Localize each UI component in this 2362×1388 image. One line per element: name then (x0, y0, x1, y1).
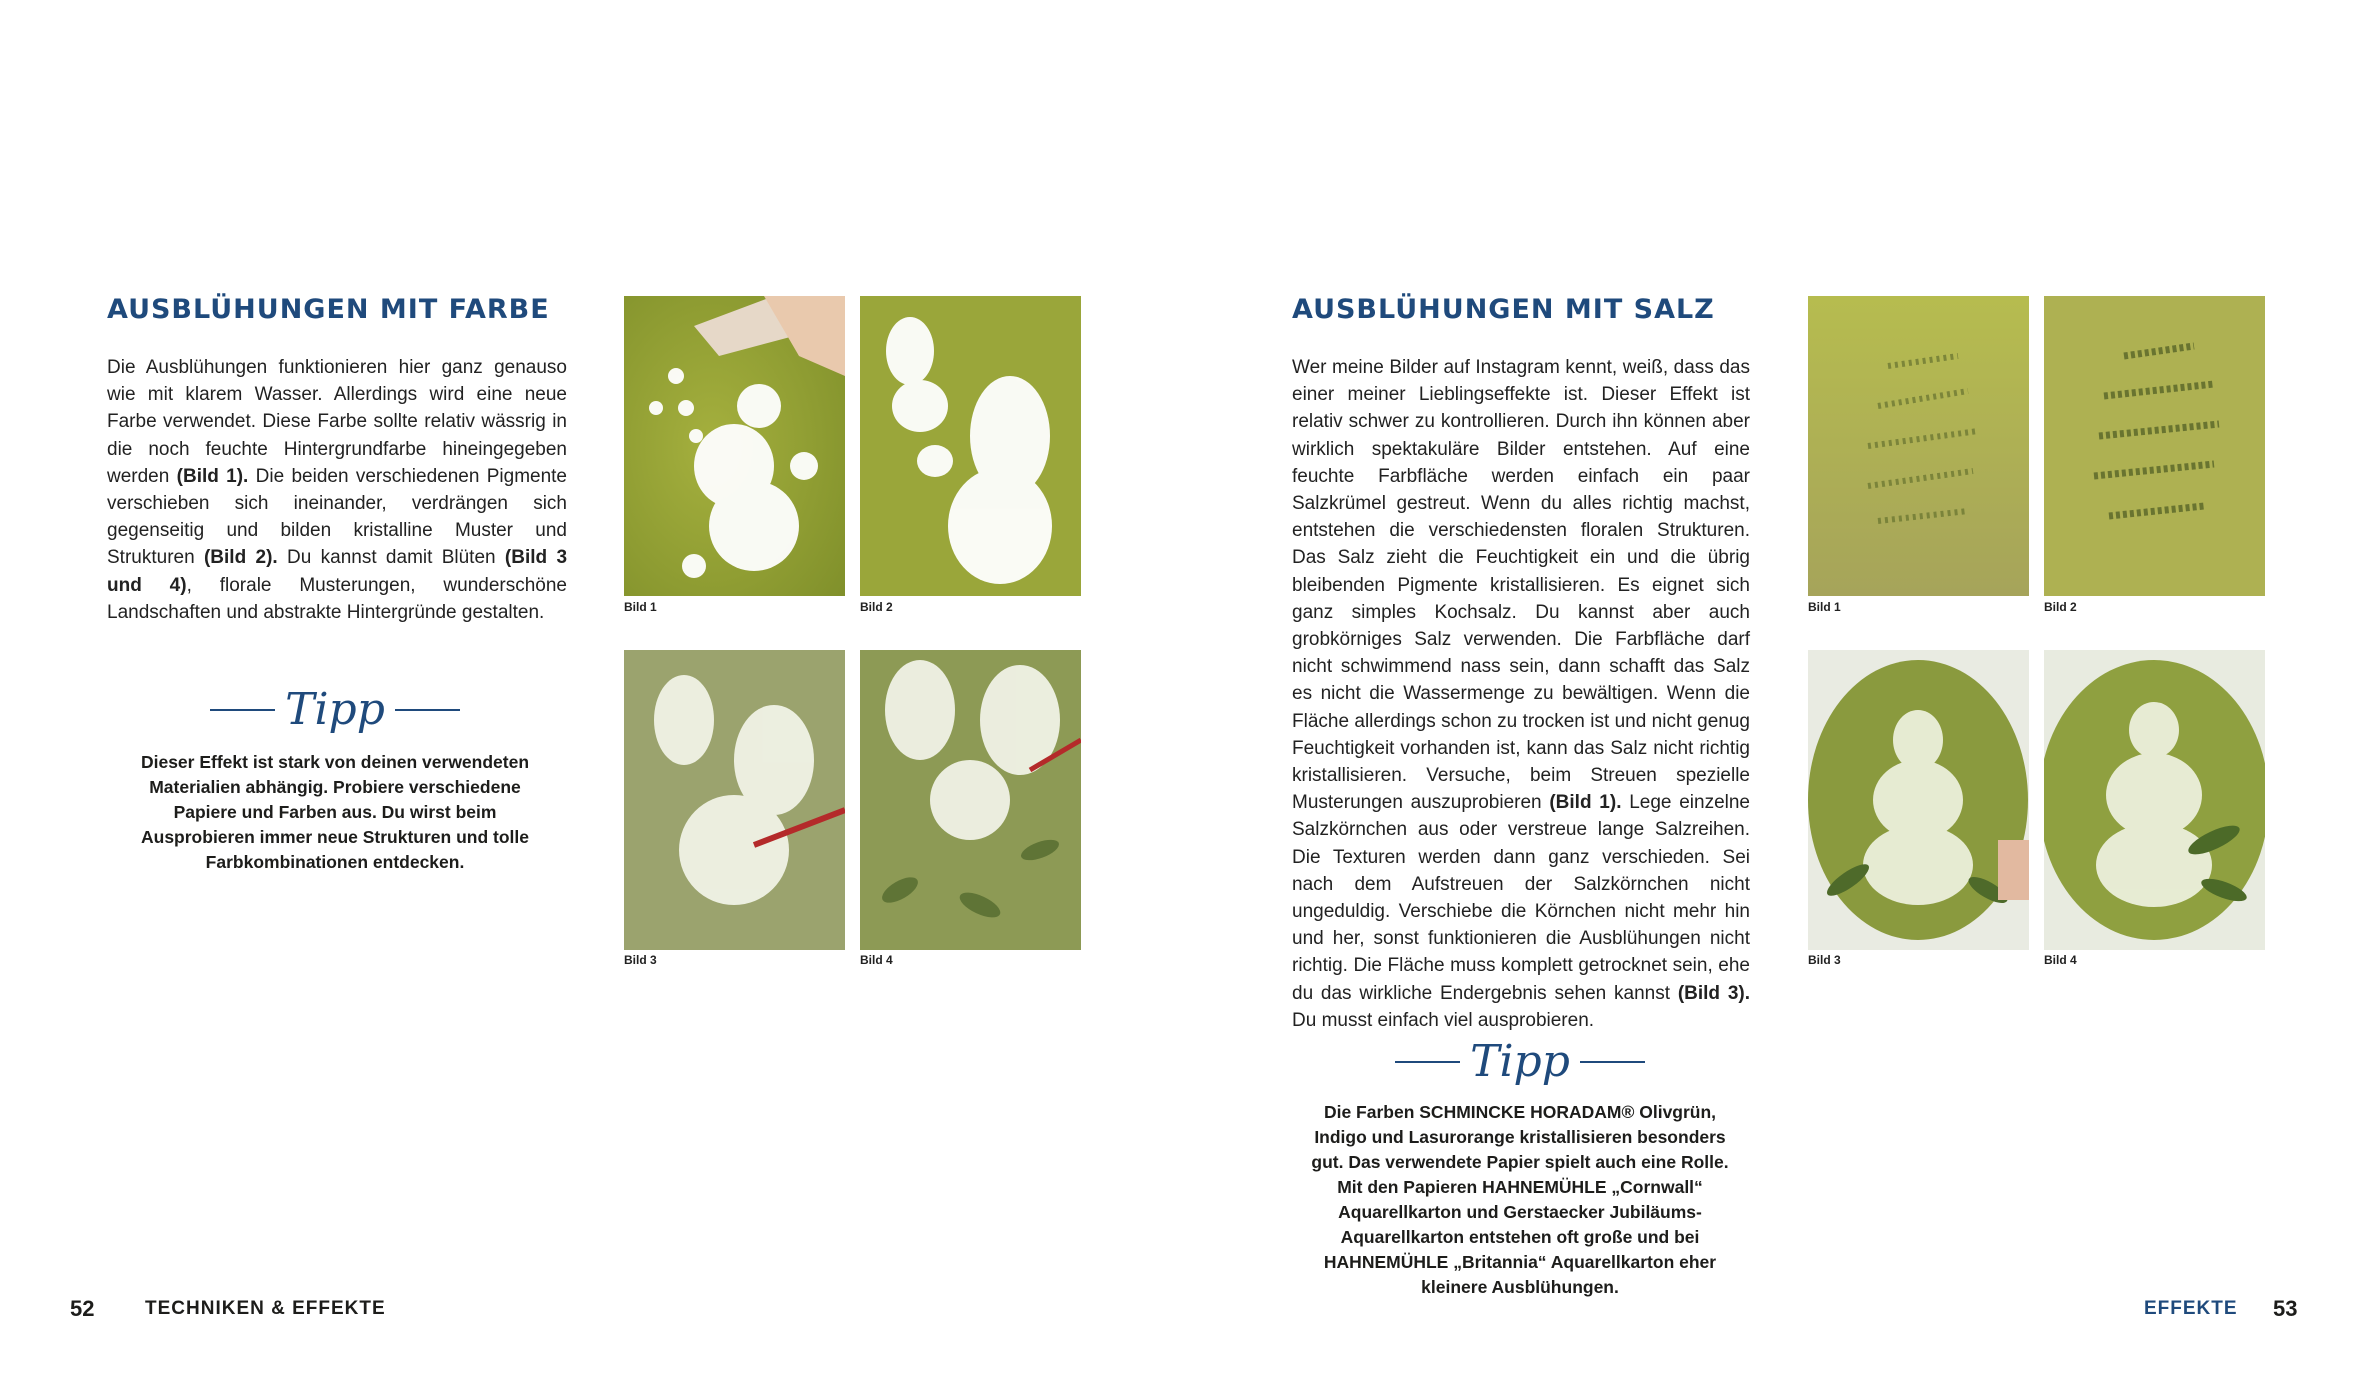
tipp-rule-right (395, 709, 460, 711)
caption-right-2: Bild 2 (2044, 600, 2077, 614)
photo-right-4 (2044, 650, 2265, 950)
tipp-rule-left (210, 709, 275, 711)
tipp-rule-left (1395, 1061, 1460, 1063)
right-running-head: EFFEKTE (2144, 1298, 2238, 1319)
caption-left-2: Bild 2 (860, 600, 893, 614)
photo-left-1 (624, 296, 845, 596)
caption-right-3: Bild 3 (1808, 953, 1841, 967)
right-paragraph: Wer meine Bilder auf Instagram kennt, weiß, dass das einer meiner Lieblingseffekte ist. Dieser Effekt ist relativ schwer zu kontrollieren. Durch ihn können aber wirklich spektakuläre Bilder entstehen. Auf eine feuchte Farbfläche werden einfach ein paar Salzkrümel gestreut. Wenn du alles richtig machst, entstehen die verschiedensten floralen Strukturen. Das Salz zieht die Feuchtigkeit ein und die übrig bleibenden Pigmente kristallisieren. Es eignet sich ganz simples Kochsalz. Du kannst aber auch grobkörniges Salz verwenden. Die Farbfläche darf nicht schwimmend nass sein, dann schafft das Salz es nicht die Wassermenge zu bewältigen. Wenn die Fläche allerdings schon zu trocken ist und nicht genug Feuchtigkeit vorhanden ist, kann das Salz nicht richtig kristallisieren. Versuche, beim Streuen spezielle Musterungen auszuprobieren (Bild 1). Lege einzelne Salzkörnchen aus oder verstreue lange Salzreihen. Die Texturen werden dann ganz verschieden. Sei nach dem Aufstreuen der Salzkörnchen nicht ungeduldig. Verschiebe die Körnchen nicht mehr hin und her, sonst funktionieren die Ausblühungen nicht richtig. Die Fläche muss komplett getrocknet sein, ehe du das wirkliche Endergebnis sehen kannst (Bild 3). Du musst einfach viel ausprobieren. (1292, 357, 1750, 1031)
bold-reference: (Bild 3). (1677, 982, 1750, 1004)
right-heading: AUSBLÜHUNGEN MIT SALZ (1292, 294, 1715, 325)
left-paragraph: Die Ausblühungen funktionieren hier ganz genauso wie mit klarem Wasser. Allerdings wird eine neue Farbe verwendet. Diese Farbe sollte relativ wässrig in die noch feuchte Hintergrundfarbe hineingegeben werden (Bild 1). Die beiden verschiedenen Pigmente verschieben sich ineinander, verdrängen sich gegenseitig und bilden kristalline Muster und Strukturen (Bild 2). Du kannst damit Blüten (Bild 3 und 4), florale Musterungen, wunderschöne Landschaften und abstrakte Hintergründe gestalten. (107, 357, 568, 623)
bold-reference: (Bild 3 und 4) (107, 547, 568, 596)
right-tipp-label: Tipp (1470, 1036, 1570, 1087)
right-page-number: 53 (2273, 1296, 2298, 1321)
right-tipp-header (1395, 1036, 1645, 1087)
photo-left-2 (860, 296, 1081, 596)
photo-left-4 (860, 650, 1081, 950)
left-page-number: 52 (70, 1296, 95, 1321)
photo-left-3 (624, 650, 845, 950)
left-tipp-text: Dieser Effekt ist stark von deinen verwendeten Materialien abhängig. Probiere verschiedene Papiere und Farben aus. Du wirst beim Ausprobieren immer neue Strukturen und tolle Farbkombinationen entdecken. (140, 752, 530, 872)
caption-right-4: Bild 4 (2044, 953, 2077, 967)
caption-right-1: Bild 1 (1808, 600, 1841, 614)
photo-right-1 (1808, 296, 2029, 596)
left-heading: AUSBLÜHUNGEN MIT FARBE (107, 294, 550, 325)
right-tipp-text: Die Farben SCHMINCKE HORADAM® Olivgrün, Indigo und Lasurorange kristallisieren besonders gut. Das verwendete Papier spielt auch eine Rolle. Mit den Papieren HAHNEMÜHLE „Cornwall“ Aquarellkarton und Gerstaecker Jubiläums-Aquarellkarton entstehen oft große und bei HAHNEMÜHLE „Britannia“ Aquarellkarton eher kleinere Ausblühungen. (1311, 1102, 1729, 1297)
left-running-head: TECHNIKEN & EFFEKTE (145, 1298, 386, 1319)
caption-left-3: Bild 3 (624, 953, 657, 967)
caption-left-4: Bild 4 (860, 953, 893, 967)
caption-left-1: Bild 1 (624, 600, 657, 614)
bold-reference: (Bild 2). (203, 547, 278, 569)
photo-right-2 (2044, 296, 2265, 596)
left-tipp-header (210, 684, 460, 735)
bold-reference: (Bild 1). (1549, 792, 1622, 814)
tipp-rule-right (1580, 1061, 1645, 1063)
photo-right-3 (1808, 650, 2029, 950)
left-tipp-label: Tipp (285, 684, 385, 735)
bold-reference: (Bild 1). (176, 465, 249, 487)
